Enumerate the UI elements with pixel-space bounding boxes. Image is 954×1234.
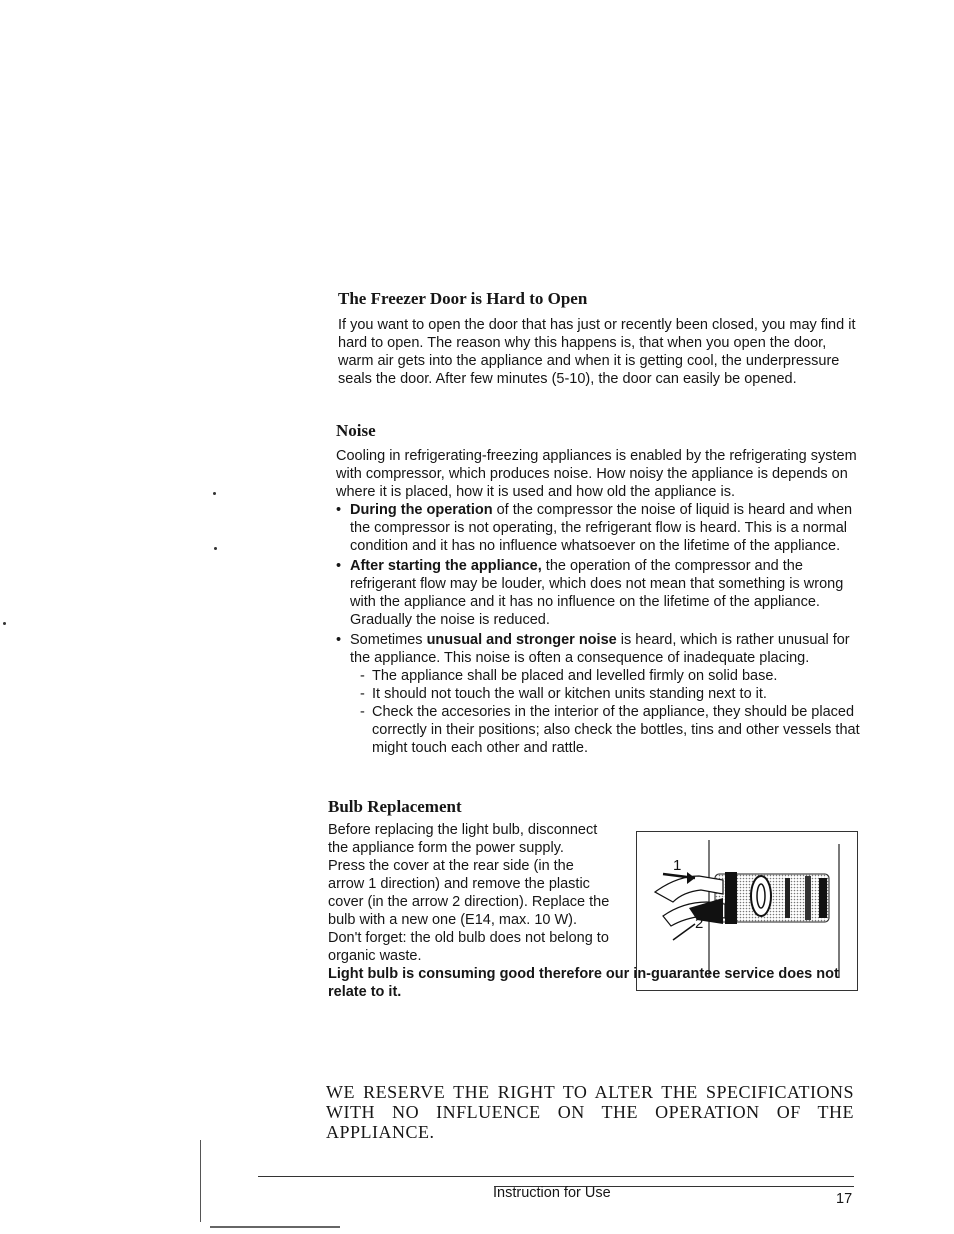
- scan-speck: [214, 547, 217, 550]
- arrow-1-label: 1: [673, 857, 682, 874]
- noise-bullet-item: [336, 631, 862, 757]
- bullet-bold-text: During the operation: [350, 502, 493, 518]
- section-freezer-door: [338, 289, 864, 388]
- heading-noise: Noise: [336, 421, 376, 440]
- bulb-paragraph: Don't forget: the old bulb does not belong to organic waste.: [328, 930, 609, 964]
- bulb-paragraph: Before replacing the light bulb, disconnect the appliance form the power supply.: [328, 822, 598, 856]
- specifications-notice: WE RESERVE THE RIGHT TO ALTER THE SPECIFICATIONS WITH NO INFLUENCE ON THE OPERATION OF THE APPLIANCE.: [326, 1082, 854, 1142]
- bullet-text: is heard, which is rather unusual for the appliance. This noise is often a consequence of inadequate placing.: [350, 632, 850, 666]
- heading-bulb-replacement: Bulb Replacement: [328, 797, 462, 816]
- bulb-figure: [636, 831, 858, 991]
- noise-bullet-item: [336, 501, 862, 555]
- bullet-text: of the compressor the noise of liquid is heard and when the compressor is not operating, the refrigerant flow is heard. This is a normal condition and it has no influence whatsoever on the lifetime of the appliance.: [350, 502, 853, 554]
- noise-sub-item: - The appliance shall be placed and levelled firmly on solid base.: [360, 667, 862, 685]
- page-number: 17: [836, 1191, 853, 1207]
- bullet-bold-text: unusual and stronger noise: [426, 632, 617, 648]
- footer-label: Instruction for Use: [493, 1185, 611, 1201]
- noise-intro: Cooling in refrigerating-freezing appliances is enabled by the refrigerating system with compressor, which produces noise. How noisy the appliance is depends on where it is placed, how it is used and how old the appliance is.: [336, 448, 857, 500]
- scan-speck: [3, 622, 6, 625]
- section-noise: [336, 421, 862, 757]
- scan-speck: [213, 492, 216, 495]
- footer-rule: [258, 1176, 854, 1177]
- scan-edge-line: [210, 1226, 340, 1228]
- bulb-paragraph: Press the cover at the rear side (in the arrow 1 direction) and remove the plastic cover (in the arrow 2 direction). Replace the bulb with a new one (E14, max. 10 W).: [328, 858, 610, 928]
- noise-sub-list: [350, 667, 862, 757]
- freezer-door-paragraph: If you want to open the door that has just or recently been closed, you may find it hard to open. The reason why this happens is, that when you open the door, warm air gets into the appliance and when it is getting cool, the underpressure seals the door. After few minutes (5-10), the door can easily be opened.: [338, 317, 856, 387]
- scan-edge-line: [200, 1140, 201, 1222]
- arrow-2-label: 2: [695, 915, 704, 932]
- bullet-text: the operation of the compressor and the refrigerant flow may be louder, which does not mean that something is wrong with the appliance and it has no influence on the lifetime of the appliance. Gradually the noise is reduced.: [350, 558, 844, 628]
- bullet-bold-text: After starting the appliance,: [350, 558, 542, 574]
- noise-sub-item: - It should not touch the wall or kitchen units standing next to it.: [360, 685, 862, 703]
- heading-freezer-door: The Freezer Door is Hard to Open: [338, 289, 588, 308]
- noise-sub-item: - Check the accesories in the interior of the appliance, they should be placed correctly in their positions; also check the bottles, tins and other vessels that might touch each other and rattle.: [360, 703, 862, 757]
- bulb-text-column: [328, 821, 613, 965]
- noise-bullet-list: [336, 501, 862, 757]
- bulb-illustration: [637, 832, 857, 990]
- noise-bullet-item: [336, 557, 862, 629]
- bulb-warning: Light bulb is consuming good therefore our in-guarantee service does not relate to it.: [328, 966, 839, 1000]
- bullet-pre-text: Sometimes: [350, 632, 427, 648]
